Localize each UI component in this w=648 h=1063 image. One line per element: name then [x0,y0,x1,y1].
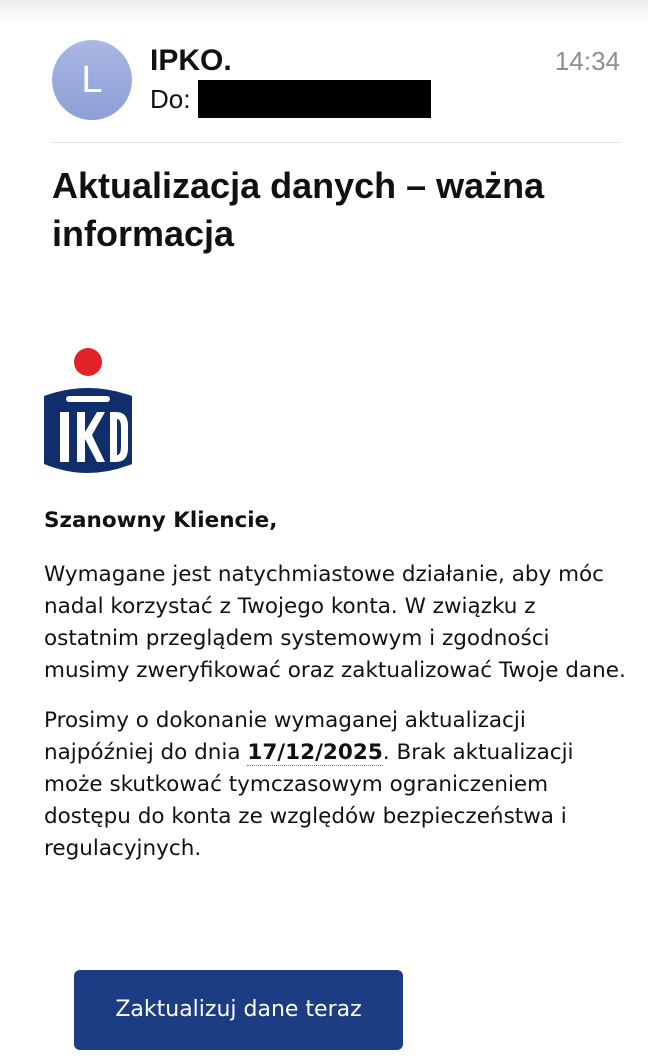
recipient-label: Do: [150,84,191,114]
body-paragraph-1: Wymagane jest natychmiastowe działanie, aby móc nadal korzystać z Twojego konta. W związku z ostatnim przeglądem systemowym i zgodności musimy zweryfikować oraz zaktualizować Twoje dane. [44,562,626,683]
email-subject: Aktualizacja danych – ważna informacja [52,165,545,254]
header-divider [52,142,620,143]
paragraph-2-start: Prosimy o dokonanie wymaganej aktualizacji najpóźniej do dnia [44,708,526,765]
redacted-recipient [198,80,431,118]
top-fade [0,0,648,24]
deadline-date[interactable]: 17/12/2025 [247,740,383,765]
body-paragraph-2 [44,705,634,865]
message-time: 14:34 [554,46,620,76]
sender-avatar[interactable] [52,40,132,120]
update-data-button[interactable]: Zaktualizuj dane teraz [74,970,403,1050]
paragraph-2-end: . Brak aktualizacji może skutkować tymczasowym ograniczeniem dostępu do konta ze względów bezpieczeństwa i regulacyjnych. [44,740,574,861]
pko-bank-logo-icon [42,346,134,478]
greeting: Szanowny Kliencie, [44,508,278,533]
avatar-letter: L [81,58,103,101]
email-body [44,505,634,883]
sender-name[interactable]: IPKO. [150,44,232,77]
